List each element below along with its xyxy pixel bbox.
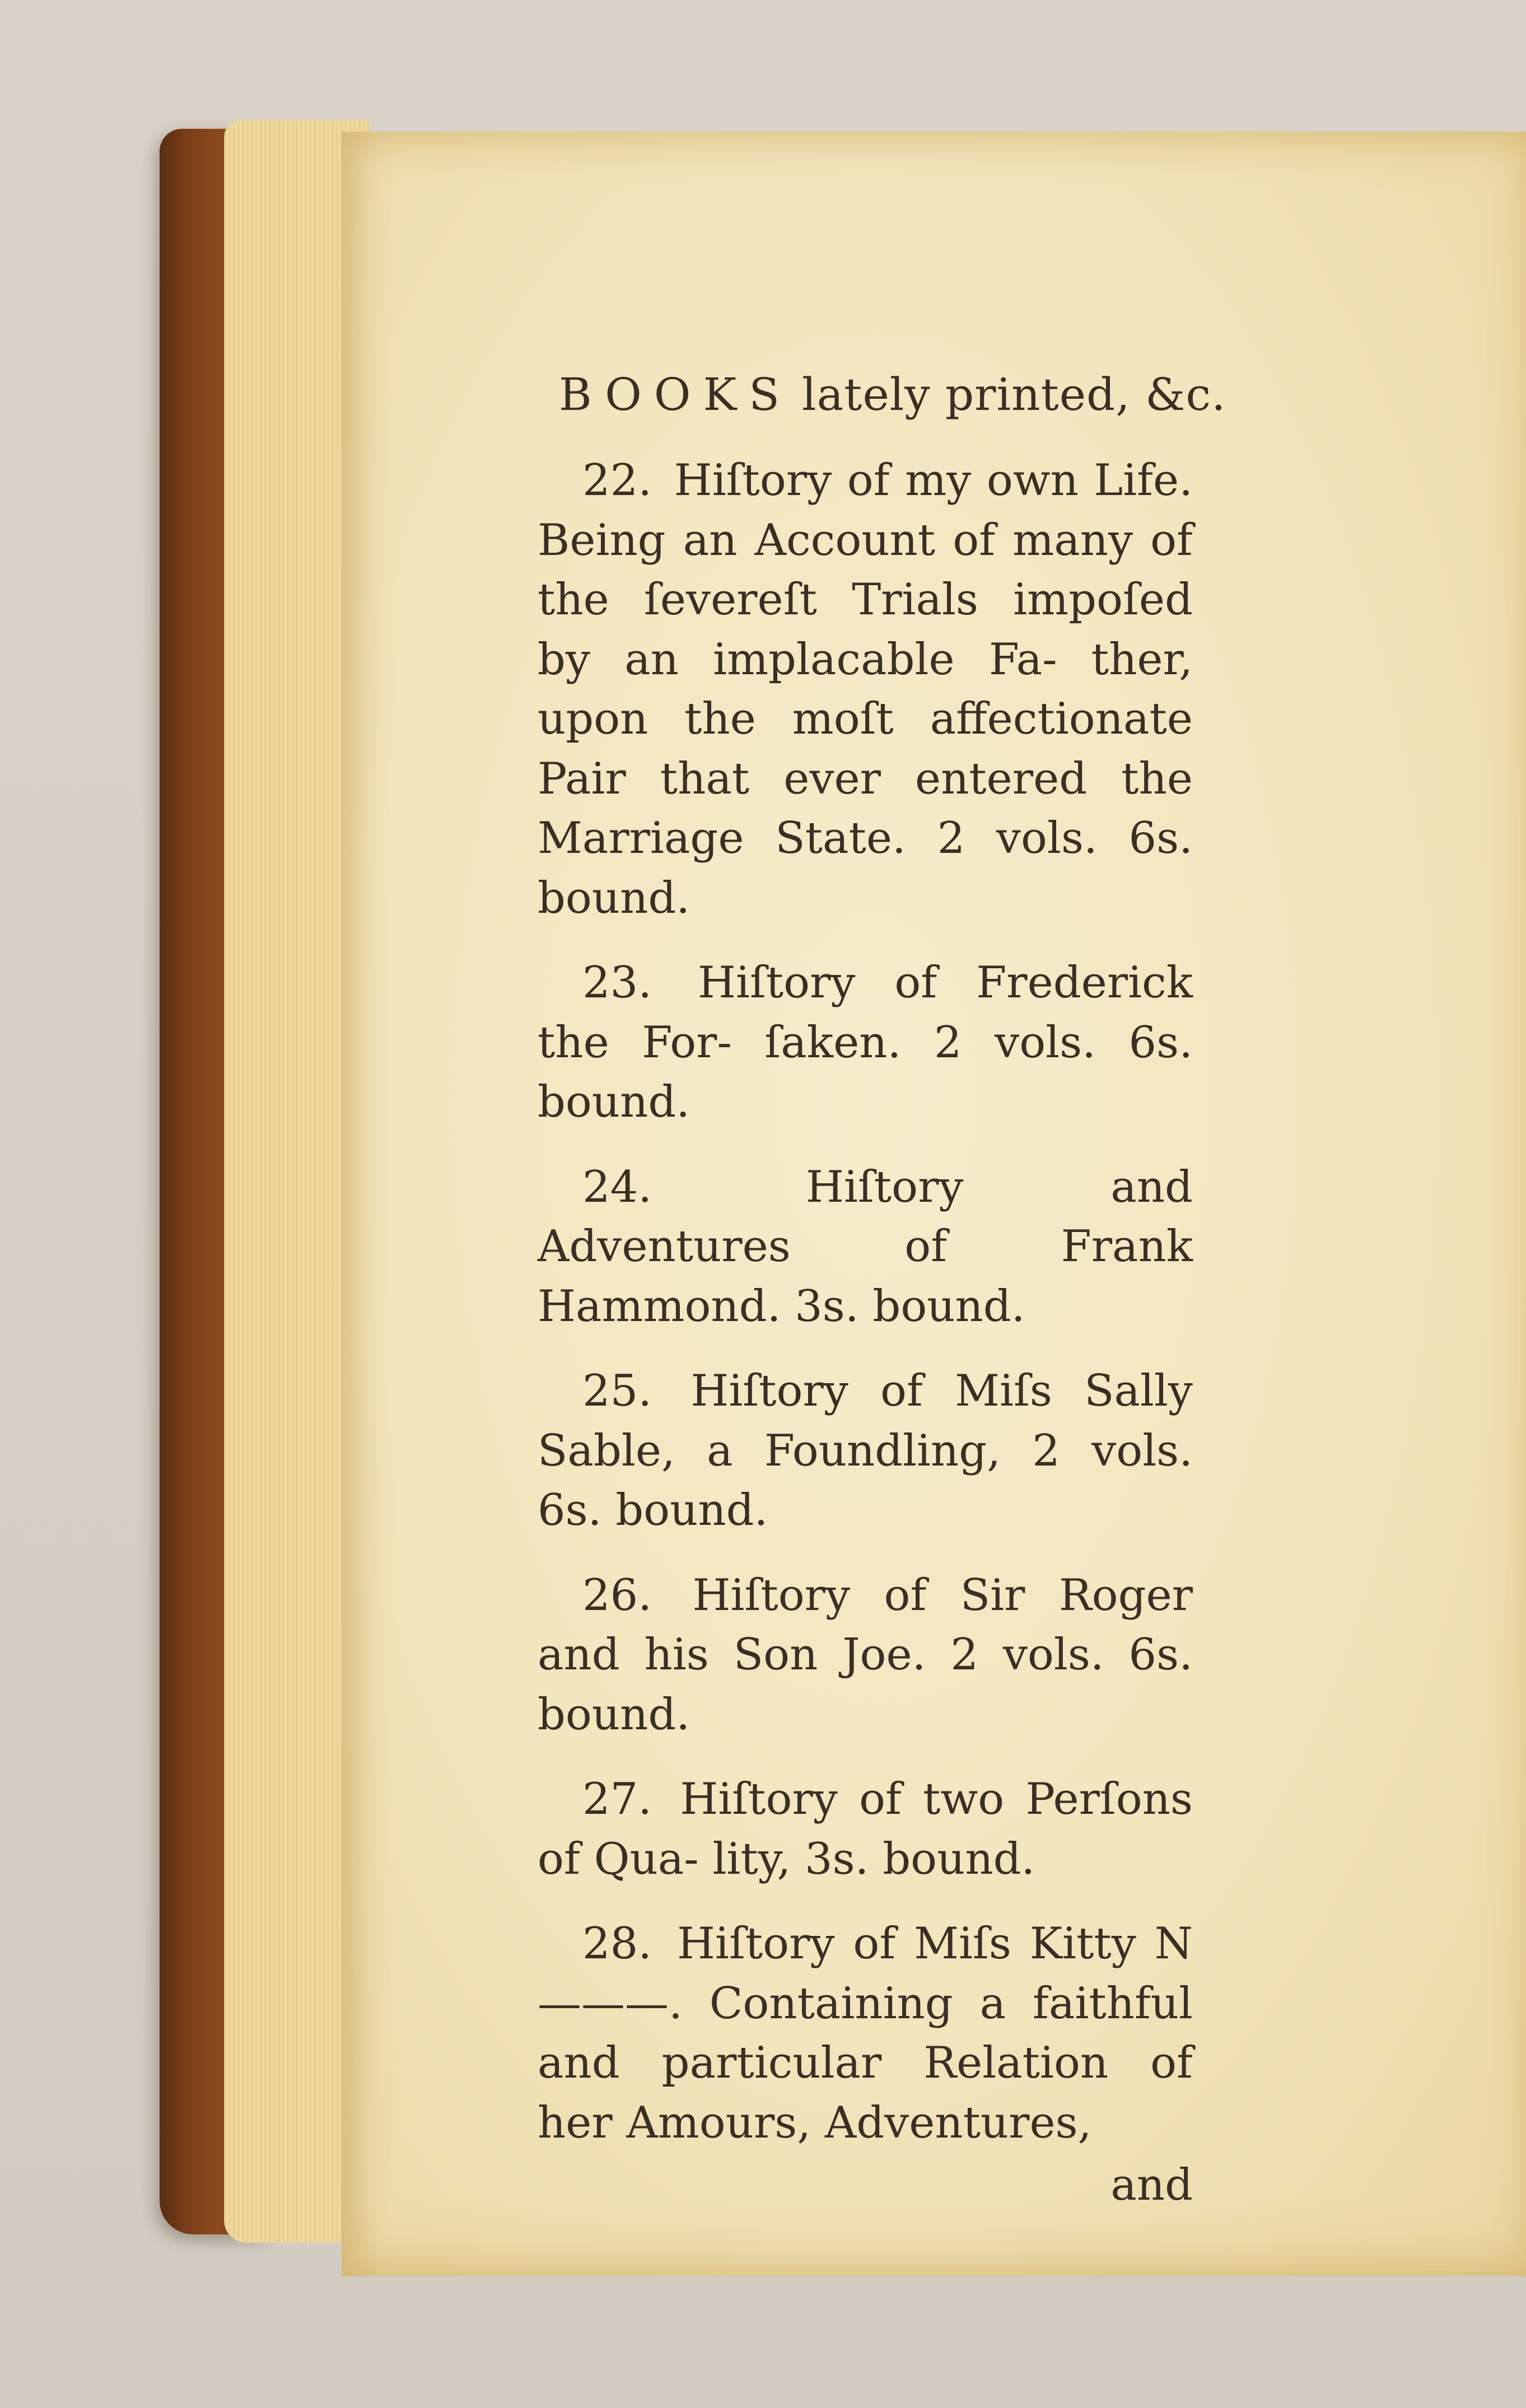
entry-text: Hiſtory of Frederick the For- ſaken. 2 vols. 6s. bound.: [538, 958, 1193, 1127]
catalog-entry-25: [538, 1361, 1193, 1541]
entry-number: 25.: [582, 1366, 652, 1416]
page-text: [538, 364, 1226, 2215]
catalog-entry-26: [538, 1566, 1193, 1745]
entry-text: Hiſtory of Miſs Kitty N———. Containing a faithful and particular Relation of her Amours, Adventures,: [538, 1919, 1193, 2148]
entry-text: Hiſtory of Miſs Sally Sable, a Foundling, 2 vols. 6s. bound.: [538, 1366, 1193, 1536]
entry-text: Hiſtory and Adventures of Frank Hammond. 3s. bound.: [538, 1161, 1193, 1332]
entry-number: 28.: [582, 1919, 652, 1969]
catchword: and: [1110, 2160, 1193, 2210]
entry-number: 27.: [582, 1774, 652, 1824]
entry-number: 22.: [582, 455, 652, 506]
running-header: [559, 364, 1226, 426]
entry-number: 26.: [582, 1570, 652, 1621]
book-page: [342, 132, 1526, 2276]
catalog-entry-23: [538, 953, 1193, 1132]
entry-text: Hiſtory of two Perſons of Qua- lity, 3s. bound.: [538, 1774, 1193, 1884]
catalog-entry-24: [538, 1158, 1193, 1337]
entry-number: 24.: [582, 1161, 652, 1212]
entry-text: Hiſtory of Sir Roger and his Son Joe. 2 vols. 6s. bound.: [538, 1570, 1193, 1740]
header-caps: BOOKS: [559, 368, 792, 421]
header-rest: lately printed, &c.: [802, 368, 1226, 421]
entry-number: 23.: [582, 958, 652, 1008]
entry-text: Hiſtory of my own Life. Being an Account of many of the ſevereſt Trials impoſed by an implacable Fa- ther, upon the moſt affectionate Pair that ever entered the Marriage State. 2 vols. 6s. bound.: [538, 455, 1193, 923]
catalog-entry-27: [538, 1770, 1193, 1889]
catalog-entry-28: [538, 1914, 1193, 2153]
catalog-entry-22: [538, 451, 1193, 928]
